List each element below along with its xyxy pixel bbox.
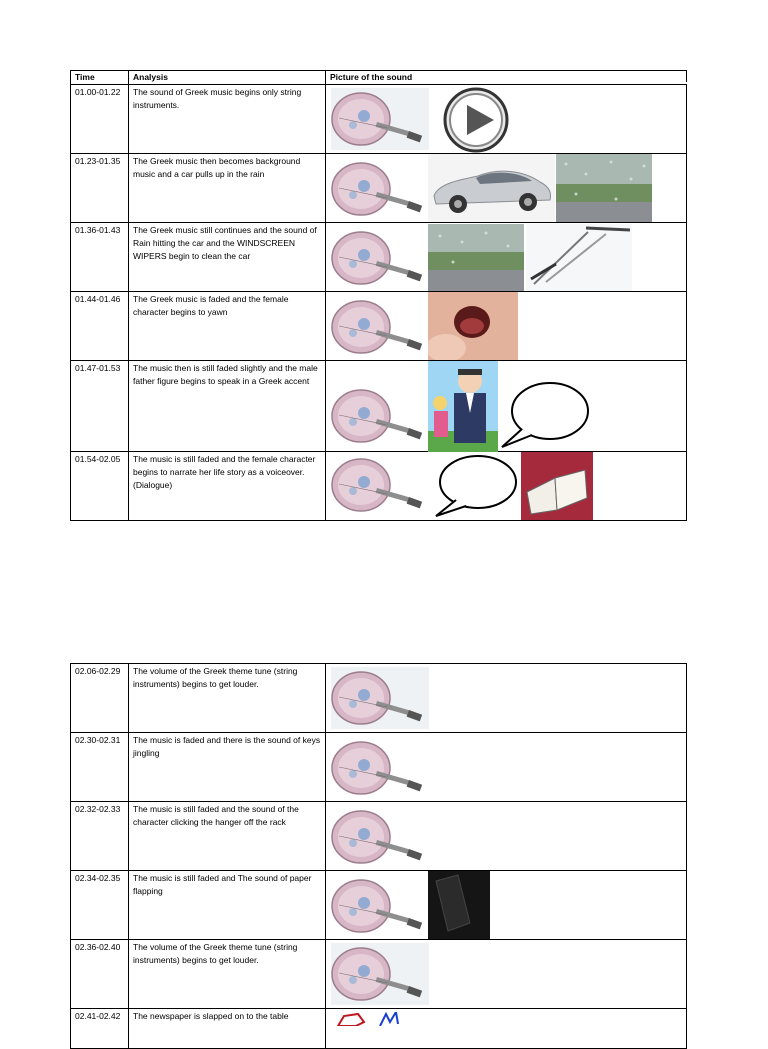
play-button-icon [434,87,516,153]
speech-bubble-icon [434,454,520,518]
lute-icon [331,158,429,220]
time-cell: 02.34-02.35 [71,871,129,940]
picture-cell [326,940,687,1009]
picture-cell [326,664,687,733]
analysis-cell: The music is still faded and the sound of the character clicking the hanger off the rack [129,802,326,871]
sound-analysis-table-1 [70,70,687,521]
book-image [521,452,593,520]
time-cell: 01.23-01.35 [71,154,129,223]
picture-cell [326,871,687,940]
table-row [71,1009,687,1049]
lute-icon [331,296,429,358]
time-cell: 02.32-02.33 [71,802,129,871]
lute-icon [331,88,429,150]
picture-cell [326,452,687,521]
header-extension [535,70,687,82]
wipers-image [526,224,632,291]
analysis-cell: The volume of the Greek theme tune (string instruments) begins to get louder. [129,664,326,733]
time-cell: 01.00-01.22 [71,85,129,154]
picture-cell [326,223,687,292]
lute-icon [331,875,429,937]
analysis-cell: The newspaper is slapped on to the table [129,1009,326,1049]
table-row [71,664,687,733]
picture-cell [326,361,687,452]
time-cell: 02.41-02.42 [71,1009,129,1049]
rain-window-image [428,224,524,291]
header-analysis: Analysis [129,71,326,85]
time-cell: 01.47-01.53 [71,361,129,452]
sound-analysis-table-2 [70,663,687,1049]
lute-icon [331,806,429,868]
car-image [428,154,555,222]
analysis-cell: The Greek music then becomes background music and a car pulls up in the rain [129,154,326,223]
analysis-cell: The volume of the Greek theme tune (string instruments) begins to get louder. [129,940,326,1009]
lute-icon [331,227,429,289]
picture-cell [326,802,687,871]
analysis-cell: The music then is still faded slightly and the male father figure begins to speak in a Greek accent [129,361,326,452]
analysis-cell: The music is still faded and the female character begins to narrate her life story as a voiceover.(Dialogue) [129,452,326,521]
lute-icon [331,667,429,729]
lute-icon [331,454,429,516]
picture-cell [326,292,687,361]
yawn-image [428,292,518,360]
time-cell: 02.30-02.31 [71,733,129,802]
analysis-cell: The Greek music is faded and the female character begins to yawn [129,292,326,361]
picture-cell [326,1009,687,1049]
lute-icon [331,385,429,447]
header-time: Time [71,71,129,85]
analysis-cell: The sound of Greek music begins only string instruments. [129,85,326,154]
analysis-cell: The music is faded and there is the sound of keys jingling [129,733,326,802]
time-cell: 02.36-02.40 [71,940,129,1009]
cartoon-image [428,361,498,452]
time-cell: 01.54-02.05 [71,452,129,521]
time-cell: 01.36-01.43 [71,223,129,292]
speech-bubble-icon [498,379,590,449]
time-cell: 02.06-02.29 [71,664,129,733]
picture-cell [326,733,687,802]
time-cell: 01.44-01.46 [71,292,129,361]
analysis-cell: The Greek music still continues and the sound of Rain hitting the car and the WINDSCREEN WIPERS begin to clean the car [129,223,326,292]
table-row [71,292,687,361]
table-row [71,223,687,292]
table-row [71,361,687,452]
picture-cell [326,154,687,223]
analysis-cell: The music is still faded and The sound of paper flapping [129,871,326,940]
picture-cell [326,85,687,154]
paper-image [428,871,490,939]
table-row [71,871,687,940]
table-row [71,85,687,154]
table-row [71,802,687,871]
table-row [71,733,687,802]
header-picture: Picture of the sound [326,71,687,85]
table-row [71,154,687,223]
lute-icon [331,737,429,799]
table-row [71,452,687,521]
lute-icon [331,943,429,1005]
rain-window-image [556,154,652,222]
table-row [71,940,687,1009]
